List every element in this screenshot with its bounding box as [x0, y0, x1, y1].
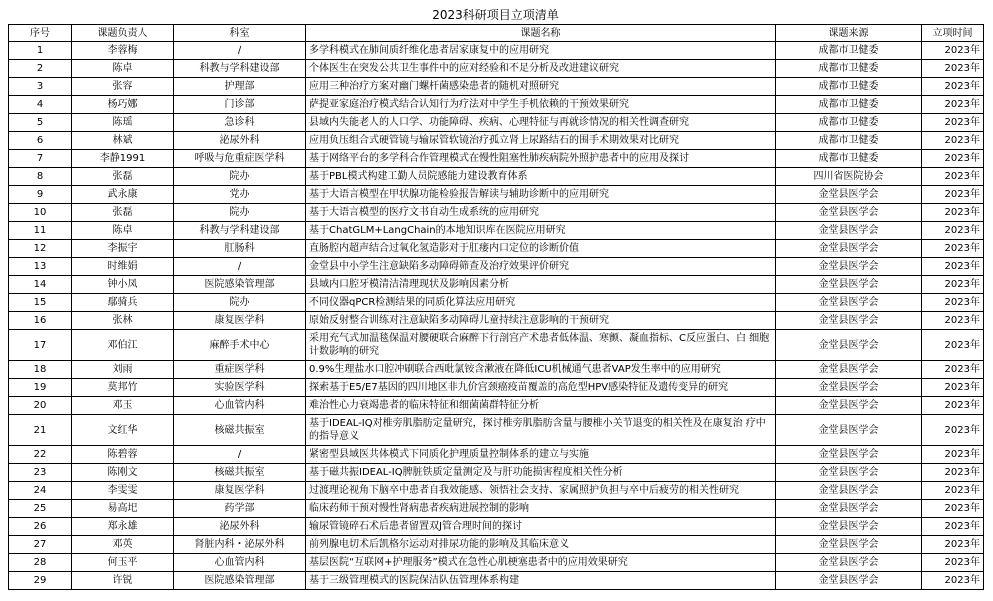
table-row — [9, 60, 984, 78]
cell-date: 2023年 — [922, 150, 984, 168]
cell-department: 急诊科 — [174, 114, 306, 132]
cell-source: 金堂县医学会 — [776, 204, 922, 222]
cell-index: 8 — [9, 168, 72, 186]
cell-leader: 张容 — [72, 78, 174, 96]
cell-project-name: 应用三种治疗方案对幽门螺杆菌感染患者的随机对照研究 — [306, 78, 776, 96]
cell-leader: 钟小凤 — [72, 276, 174, 294]
cell-source: 金堂县医学会 — [776, 330, 922, 361]
cell-source: 金堂县医学会 — [776, 240, 922, 258]
table-row — [9, 379, 984, 397]
cell-source: 金堂县医学会 — [776, 446, 922, 464]
cell-project-name: 基于ChatGLM+LangChain的本地知识库在医院应用研究 — [306, 222, 776, 240]
cell-source: 金堂县医学会 — [776, 276, 922, 294]
cell-index: 17 — [9, 330, 72, 361]
cell-department: / — [174, 258, 306, 276]
cell-leader: 李雯雯 — [72, 482, 174, 500]
cell-index: 20 — [9, 397, 72, 415]
cell-department: 科教与学科建设部 — [174, 60, 306, 78]
cell-project-name: 直肠腔内超声结合过氧化氢造影对于肛瘘内口定位的诊断价值 — [306, 240, 776, 258]
cell-department: 党办 — [174, 186, 306, 204]
cell-department: 重症医学科 — [174, 361, 306, 379]
cell-index: 1 — [9, 42, 72, 60]
cell-index: 4 — [9, 96, 72, 114]
cell-leader: 邓伯江 — [72, 330, 174, 361]
cell-source: 金堂县医学会 — [776, 482, 922, 500]
cell-source: 金堂县医学会 — [776, 500, 922, 518]
table-row — [9, 96, 984, 114]
cell-source: 金堂县医学会 — [776, 397, 922, 415]
cell-leader: 陈卓 — [72, 222, 174, 240]
cell-date: 2023年 — [922, 114, 984, 132]
cell-index: 2 — [9, 60, 72, 78]
cell-project-name: 采用充气式加温毯保温对腰硬联合麻醉下行剖宫产术患者低体温、寒颤、凝血指标、C反应蛋白、白 细胞计数影响的研究 — [306, 330, 776, 361]
cell-date: 2023年 — [922, 204, 984, 222]
table-row — [9, 500, 984, 518]
cell-index: 19 — [9, 379, 72, 397]
cell-index: 14 — [9, 276, 72, 294]
cell-index: 15 — [9, 294, 72, 312]
table-row — [9, 276, 984, 294]
cell-leader: 郑永雄 — [72, 518, 174, 536]
cell-leader: 张磊 — [72, 168, 174, 186]
header-row — [9, 25, 984, 42]
spreadsheet — [8, 6, 983, 590]
cell-source: 金堂县医学会 — [776, 464, 922, 482]
table-row — [9, 397, 984, 415]
table-row — [9, 204, 984, 222]
cell-date: 2023年 — [922, 330, 984, 361]
cell-index: 6 — [9, 132, 72, 150]
cell-project-name: 县域内失能老人的人口学、功能障碍、疾病、心理特征与再就诊情况的相关性调查研究 — [306, 114, 776, 132]
cell-source: 金堂县医学会 — [776, 554, 922, 572]
cell-date: 2023年 — [922, 446, 984, 464]
cell-source: 成都市卫健委 — [776, 42, 922, 60]
cell-index: 25 — [9, 500, 72, 518]
cell-index: 24 — [9, 482, 72, 500]
cell-department: 医院感染管理部 — [174, 276, 306, 294]
cell-index: 12 — [9, 240, 72, 258]
table-row — [9, 482, 984, 500]
cell-date: 2023年 — [922, 572, 984, 590]
cell-project-name: 萨提亚家庭治疗模式结合认知行为疗法对中学生手机依赖的干预效果研究 — [306, 96, 776, 114]
cell-department: 院办 — [174, 168, 306, 186]
cell-source: 成都市卫健委 — [776, 96, 922, 114]
cell-index: 7 — [9, 150, 72, 168]
cell-leader: 刘雨 — [72, 361, 174, 379]
table-row — [9, 312, 984, 330]
cell-date: 2023年 — [922, 379, 984, 397]
table-row — [9, 114, 984, 132]
cell-department: 院办 — [174, 294, 306, 312]
cell-department: 康复医学科 — [174, 312, 306, 330]
cell-project-name: 紧密型县域医共体模式下同质化护理质量控制体系的建立与实施 — [306, 446, 776, 464]
cell-source: 成都市卫健委 — [776, 150, 922, 168]
table-row — [9, 186, 984, 204]
cell-department: 肛肠科 — [174, 240, 306, 258]
table-row — [9, 415, 984, 446]
table-row — [9, 518, 984, 536]
cell-index: 3 — [9, 78, 72, 96]
cell-leader: 林斌 — [72, 132, 174, 150]
page-title: 2023科研项目立项清单 — [432, 8, 559, 22]
cell-leader: 邓英 — [72, 536, 174, 554]
cell-project-name: 基于大语言模型的医疗文书自动生成系统的应用研究 — [306, 204, 776, 222]
cell-leader: 陈瑶 — [72, 114, 174, 132]
cell-leader: 易高圯 — [72, 500, 174, 518]
table-row — [9, 240, 984, 258]
cell-index: 23 — [9, 464, 72, 482]
cell-leader: 李蓉梅 — [72, 42, 174, 60]
cell-date: 2023年 — [922, 554, 984, 572]
cell-leader: 陈卓 — [72, 60, 174, 78]
cell-source: 金堂县医学会 — [776, 361, 922, 379]
table-row — [9, 536, 984, 554]
header-project-name: 课题名称 — [306, 25, 776, 42]
cell-date: 2023年 — [922, 222, 984, 240]
cell-date: 2023年 — [922, 276, 984, 294]
cell-source: 金堂县医学会 — [776, 258, 922, 276]
cell-date: 2023年 — [922, 397, 984, 415]
cell-project-name: 不同仪器qPCR检测结果的同质化算法应用研究 — [306, 294, 776, 312]
cell-date: 2023年 — [922, 168, 984, 186]
cell-department: 肾脏内科・泌尿外科 — [174, 536, 306, 554]
cell-source: 成都市卫健委 — [776, 132, 922, 150]
cell-source: 金堂县医学会 — [776, 186, 922, 204]
cell-department: 康复医学科 — [174, 482, 306, 500]
cell-department: 核磁共振室 — [174, 415, 306, 446]
cell-index: 13 — [9, 258, 72, 276]
header-date: 立项时间 — [922, 25, 984, 42]
table-row — [9, 446, 984, 464]
cell-department: 药学部 — [174, 500, 306, 518]
cell-project-name: 多学科模式在肺间质纤维化患者居家康复中的应用研究 — [306, 42, 776, 60]
table-row — [9, 572, 984, 590]
cell-index: 27 — [9, 536, 72, 554]
cell-leader: 陈碧蓉 — [72, 446, 174, 464]
cell-department: 泌尿外科 — [174, 132, 306, 150]
cell-date: 2023年 — [922, 500, 984, 518]
cell-leader: 何玉平 — [72, 554, 174, 572]
cell-leader: 张磊 — [72, 204, 174, 222]
cell-source: 成都市卫健委 — [776, 60, 922, 78]
cell-project-name: 前列腺电切术后凯格尔运动对排尿功能的影响及其临床意义 — [306, 536, 776, 554]
cell-project-name: 基于IDEAL-IQ对椎旁肌脂肪定量研究，探讨椎旁肌脂肪含量与腰椎小关节退变的相关性及在康复治 疗中的指导意义 — [306, 415, 776, 446]
cell-department: 门诊部 — [174, 96, 306, 114]
cell-date: 2023年 — [922, 312, 984, 330]
cell-source: 金堂县医学会 — [776, 294, 922, 312]
cell-project-name: 金堂县中小学生注意缺陷多动障碍筛查及治疗效果评价研究 — [306, 258, 776, 276]
table-row — [9, 258, 984, 276]
cell-department: 科教与学科建设部 — [174, 222, 306, 240]
cell-leader: 文红华 — [72, 415, 174, 446]
cell-project-name: 原始反射整合训练对注意缺陷多动障碍儿童持续注意影响的干预研究 — [306, 312, 776, 330]
cell-department: 医院感染管理部 — [174, 572, 306, 590]
cell-project-name: 应用负压组合式硬管镜与输尿管软镜治疗孤立肾上尿路结石的围手术期效果对比研究 — [306, 132, 776, 150]
cell-index: 5 — [9, 114, 72, 132]
cell-date: 2023年 — [922, 96, 984, 114]
table-row — [9, 222, 984, 240]
cell-date: 2023年 — [922, 361, 984, 379]
cell-project-name: 基于磁共振IDEAL-IQ脾脏铁质定量测定及与肝功能损害程度相关性分析 — [306, 464, 776, 482]
cell-project-name: 基层医院“互联网+护理服务”模式在急性心肌梗塞患者中的应用效果研究 — [306, 554, 776, 572]
cell-index: 11 — [9, 222, 72, 240]
cell-department: 心血管内科 — [174, 554, 306, 572]
header-index: 序号 — [9, 25, 72, 42]
table-body — [9, 42, 984, 590]
cell-index: 29 — [9, 572, 72, 590]
table-row — [9, 554, 984, 572]
cell-project-name: 县域内口腔牙模清洁清理现状及影响因素分析 — [306, 276, 776, 294]
cell-leader: 许锐 — [72, 572, 174, 590]
table-row — [9, 330, 984, 361]
table-row — [9, 168, 984, 186]
cell-date: 2023年 — [922, 132, 984, 150]
cell-source: 金堂县医学会 — [776, 415, 922, 446]
cell-source: 金堂县医学会 — [776, 379, 922, 397]
cell-date: 2023年 — [922, 518, 984, 536]
cell-department: / — [174, 42, 306, 60]
cell-source: 成都市卫健委 — [776, 78, 922, 96]
cell-source: 金堂县医学会 — [776, 518, 922, 536]
cell-project-name: 过渡理论视角下脑卒中患者自我效能感、领悟社会支持、家属照护负担与卒中后疲劳的相关性研究 — [306, 482, 776, 500]
cell-project-name: 临床药师干预对慢性肾病患者疾病进展控制的影响 — [306, 500, 776, 518]
cell-index: 9 — [9, 186, 72, 204]
cell-leader: 鄢骑兵 — [72, 294, 174, 312]
cell-index: 26 — [9, 518, 72, 536]
header-source: 课题来源 — [776, 25, 922, 42]
header-leader: 课题负责人 — [72, 25, 174, 42]
cell-project-name: 输尿管镜碎石术后患者留置双J管合理时间的探讨 — [306, 518, 776, 536]
cell-department: 实验医学科 — [174, 379, 306, 397]
table-row — [9, 361, 984, 379]
cell-date: 2023年 — [922, 482, 984, 500]
cell-project-name: 难治性心力衰竭患者的临床特征和细菌菌群特征分析 — [306, 397, 776, 415]
cell-leader: 李静1991 — [72, 150, 174, 168]
cell-department: 麻醉手术中心 — [174, 330, 306, 361]
table-row — [9, 150, 984, 168]
cell-leader: 时维娟 — [72, 258, 174, 276]
table-row — [9, 132, 984, 150]
cell-source: 金堂县医学会 — [776, 222, 922, 240]
cell-date: 2023年 — [922, 42, 984, 60]
cell-project-name: 0.9%生理盐水口腔冲刷联合西吡氯铵含漱液在降低ICU机械通气患者VAP发生率中的应用研究 — [306, 361, 776, 379]
cell-leader: 武永康 — [72, 186, 174, 204]
cell-source: 金堂县医学会 — [776, 312, 922, 330]
cell-project-name: 个体医生在突发公共卫生事件中的应对经验和不足分析及改进建议研究 — [306, 60, 776, 78]
cell-project-name: 探索基于E5/E7基因的四川地区非九价宫颈癌疫苗覆盖的高危型HPV感染特征及遗传变异的研究 — [306, 379, 776, 397]
cell-date: 2023年 — [922, 60, 984, 78]
cell-source: 金堂县医学会 — [776, 572, 922, 590]
cell-date: 2023年 — [922, 294, 984, 312]
cell-leader: 张林 — [72, 312, 174, 330]
table-row — [9, 464, 984, 482]
cell-department: / — [174, 446, 306, 464]
cell-date: 2023年 — [922, 464, 984, 482]
cell-index: 22 — [9, 446, 72, 464]
cell-department: 核磁共振室 — [174, 464, 306, 482]
cell-source: 四川省医院协会 — [776, 168, 922, 186]
cell-date: 2023年 — [922, 240, 984, 258]
cell-date: 2023年 — [922, 536, 984, 554]
cell-date: 2023年 — [922, 415, 984, 446]
cell-date: 2023年 — [922, 78, 984, 96]
cell-leader: 莫邦竹 — [72, 379, 174, 397]
cell-index: 18 — [9, 361, 72, 379]
table-row — [9, 78, 984, 96]
cell-project-name: 基于三级管理模式的医院保洁队伍管理体系构建 — [306, 572, 776, 590]
header-department: 科室 — [174, 25, 306, 42]
table-row — [9, 42, 984, 60]
cell-leader: 邓玉 — [72, 397, 174, 415]
cell-leader: 陈刚文 — [72, 464, 174, 482]
cell-department: 护理部 — [174, 78, 306, 96]
cell-source: 金堂县医学会 — [776, 536, 922, 554]
cell-department: 心血管内科 — [174, 397, 306, 415]
cell-index: 10 — [9, 204, 72, 222]
table-row — [9, 294, 984, 312]
cell-project-name: 基于大语言模型在甲状腺功能检验报告解读与辅助诊断中的应用研究 — [306, 186, 776, 204]
cell-source: 成都市卫健委 — [776, 114, 922, 132]
cell-department: 呼吸与危重症医学科 — [174, 150, 306, 168]
cell-department: 院办 — [174, 204, 306, 222]
cell-leader: 杨巧娜 — [72, 96, 174, 114]
cell-index: 28 — [9, 554, 72, 572]
cell-date: 2023年 — [922, 258, 984, 276]
cell-project-name: 基于PBL模式构建工勤人员院感能力建设教育体系 — [306, 168, 776, 186]
cell-index: 16 — [9, 312, 72, 330]
cell-leader: 李振宇 — [72, 240, 174, 258]
project-table — [8, 24, 984, 590]
cell-date: 2023年 — [922, 186, 984, 204]
cell-index: 21 — [9, 415, 72, 446]
cell-project-name: 基于网络平台的多学科合作管理模式在慢性阻塞性肺疾病院外照护患者中的应用及探讨 — [306, 150, 776, 168]
cell-department: 泌尿外科 — [174, 518, 306, 536]
